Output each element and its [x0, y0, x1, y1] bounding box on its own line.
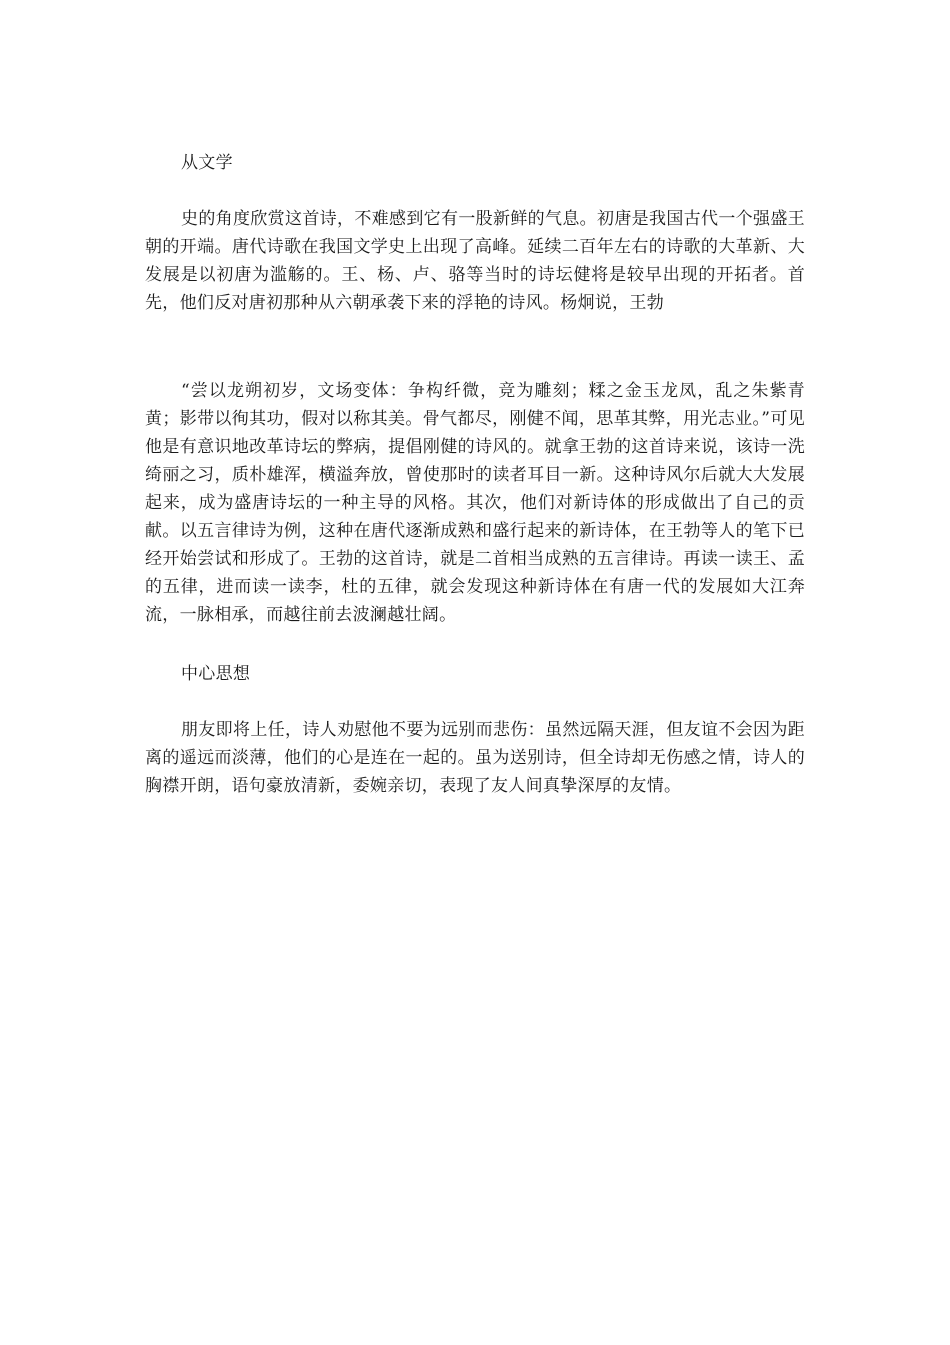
section-heading-central-idea: 中心思想 — [181, 664, 251, 684]
paragraph-literary-history: 史的角度欣赏这首诗，不难感到它有一股新鲜的气息。初唐是我国古代一个强盛王朝的开端。唐代诗歌在我国文学史上出现了高峰。延续二百年左右的诗歌的大革新、大发展是以初唐为滥觞的。王、杨、卢、骆等当时的诗坛健将是较早出现的开拓者。首先，他们反对唐初那种从六朝承袭下来的浮艳的诗风。杨炯说，王勃 — [145, 209, 805, 313]
paragraph-central-idea: 朋友即将上任，诗人劝慰他不要为远别而悲伤：虽然远隔天涯，但友谊不会因为距离的遥远而淡薄，他们的心是连在一起的。虽为送别诗，但全诗却无伤感之情，诗人的胸襟开朗，语句豪放清新，委婉亲切，表现了友人间真挚深厚的友情。 — [145, 720, 805, 796]
paragraph-quote-analysis: “尝以龙朔初岁，文场变体：争构纤微，竞为雕刻；糅之金玉龙凤，乱之朱紫青黄；影带以徇其功，假对以称其美。骨气都尽，刚健不闻，思革其弊，用光志业。”可见他是有意识地改革诗坛的弊病，提倡刚健的诗风的。就拿王勃的这首诗来说，该诗一洗绮丽之习，质朴雄浑，横溢奔放，曾使那时的读者耳目一新。这种诗风尔后就大大发展起来，成为盛唐诗坛的一种主导的风格。其次，他们对新诗体的形成做出了自己的贡献。以五言律诗为例，这种在唐代逐渐成熟和盛行起来的新诗体，在王勃等人的笔下已经开始尝试和形成了。王勃的这首诗，就是二首相当成熟的五言律诗。再读一读王、孟的五律，进而读一读李，杜的五律，就会发现这种新诗体在有唐一代的发展如大江奔流，一脉相承，而越往前去波澜越壮阔。 — [145, 381, 805, 625]
section-heading-literature: 从文学 — [181, 153, 233, 173]
